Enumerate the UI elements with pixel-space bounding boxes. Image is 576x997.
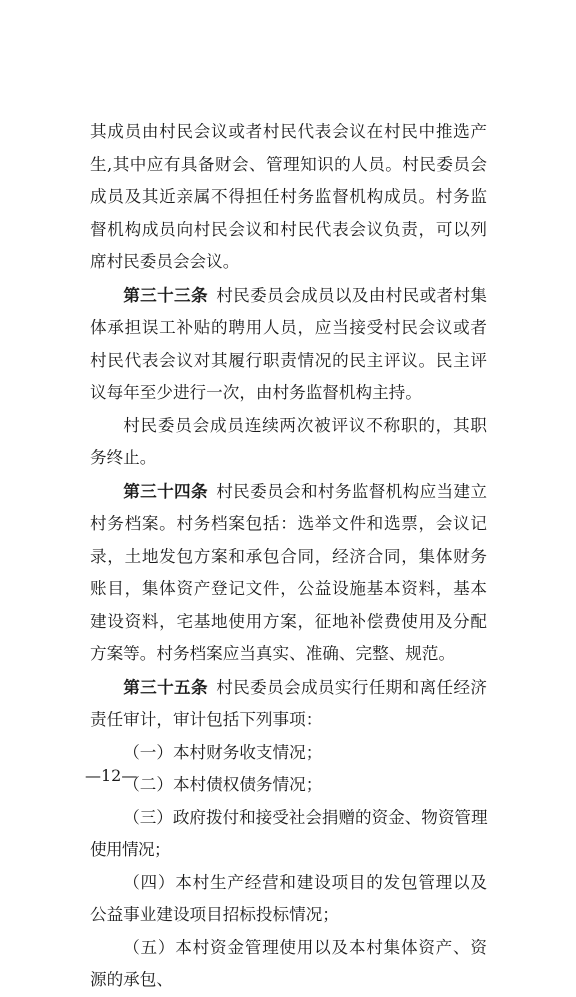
list-item-text: （二）本村债权债务情况； [123, 775, 323, 794]
list-item-text: （一）本村财务收支情况； [123, 742, 323, 762]
paragraph-text: 村民委员会成员连续两次被评议不称职的，其职务终止。 [90, 415, 487, 467]
list-item-text: （三）政府拨付和接受社会捐赠的资金、物资管理使用情况； [90, 807, 487, 859]
list-item-text: （四）本村生产经营和建设项目的发包管理以及公益事业建设项目招标投标情况； [90, 872, 487, 924]
document-body [90, 116, 487, 997]
article-33-clause-2 [90, 410, 487, 475]
article-35-paragraph [90, 671, 487, 737]
article-33-paragraph [90, 279, 487, 410]
article-34-text: 村民委员会和村务监督机构应当建立村务档案。村务档案包括：选举文件和选票，会议记录，土地发包方案和承包合同，经济合同，集体财务账目，集体资产登记文件，公益设施基本资料，基本建设资料，宅基地使用方案，征地补偿费使用及分配方案等。村务档案应当真实、准确、完整、规范。 [90, 481, 488, 663]
list-item-4 [90, 867, 487, 932]
paragraph-continuation [90, 116, 487, 279]
list-item-1 [90, 737, 487, 770]
article-34-paragraph [90, 475, 487, 671]
article-35-text: 村民委员会成员实行任期和离任经济责任审计，审计包括下列事项： [90, 677, 488, 729]
article-33-label: 第三十三条 [123, 284, 208, 305]
list-item-text: （五）本村资金管理使用以及本村集体资产、资源的承包、 [90, 937, 487, 989]
list-item-3 [90, 802, 487, 867]
article-35-label: 第三十五条 [123, 676, 208, 697]
article-33-text: 村民委员会成员以及由村民或者村集体承担误工补贴的聘用人员，应当接受村民会议或者村民代表会议对其履行职责情况的民主评议。民主评议每年至少进行一次，由村务监督机构主持。 [90, 285, 488, 402]
list-item-2 [90, 769, 487, 802]
list-item-5 [90, 932, 487, 997]
page-number: —12— [85, 766, 138, 785]
paragraph-text: 其成员由村民会议或者村民代表会议在村民中推选产生,其中应有具备财会、管理知识的人员。村民委员会成员及其近亲属不得担任村务监督机构成员。村务监督机构成员向村民会议和村民代表会议负责，可以列席村民委员会会议。 [90, 122, 487, 271]
article-34-label: 第三十四条 [123, 480, 208, 501]
